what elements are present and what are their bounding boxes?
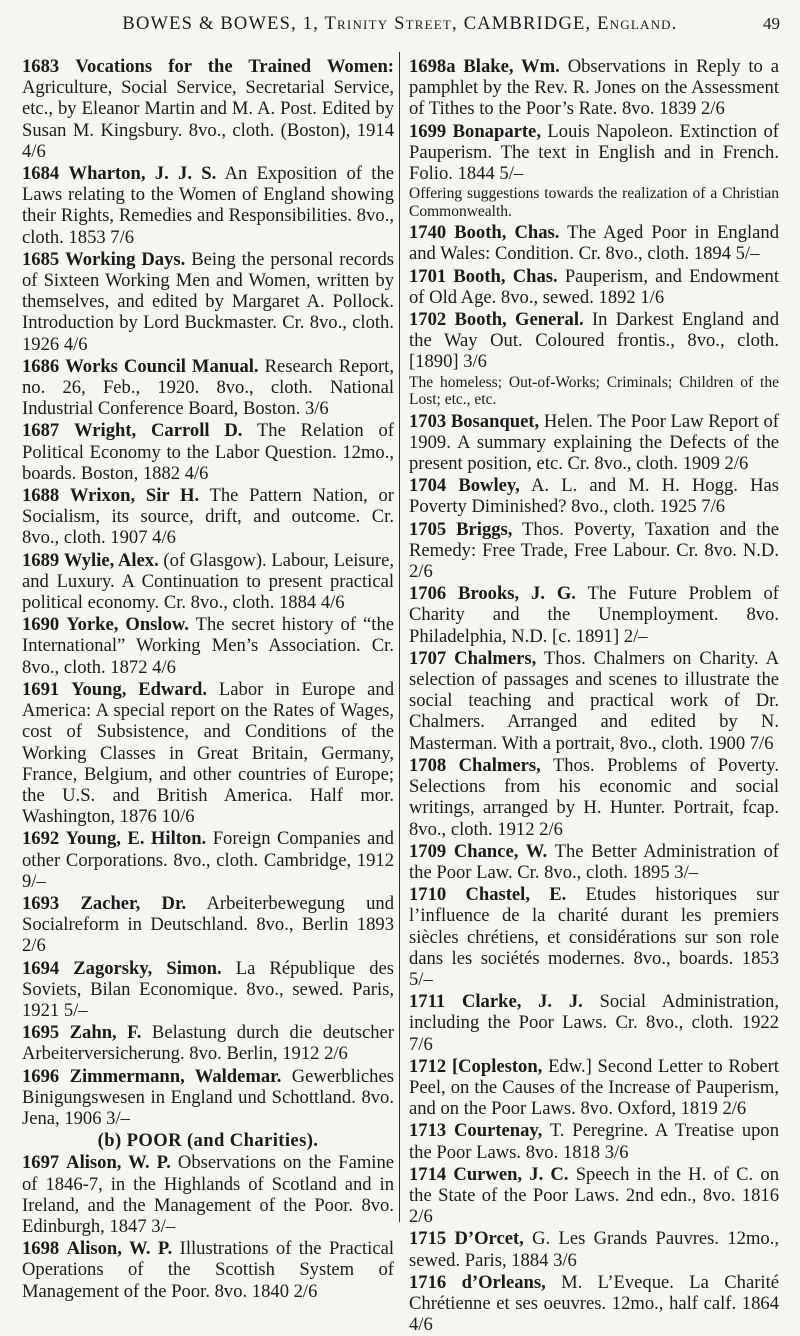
entry-number: 1699 [409,120,447,142]
catalogue-entry [409,1164,779,1228]
entry-description: Thos. Chalmers on Charity. A selection of passages and scenes to illustrate the social teaching and practical work of Dr. Chalmers. Arranged and edited by N. Masterman. With a portrait, 8vo., cloth. 1900 7/6 [409,647,779,754]
entry-number: 1711 [409,991,446,1013]
catalogue-entry [409,583,779,647]
catalogue-entry [409,1272,779,1336]
entry-author: Chastel, E. [465,884,567,906]
entry-note: Offering suggestions towards the realization of a Christian Commonwealth. [409,185,779,220]
entry-description: La République des Soviets, Bilan Economique. 8vo., sewed. Paris, 1921 5/– [22,957,394,1021]
entry-description: Being the personal records of Sixteen Working Men and Women, written by themselves, and edited by Margaret A. Pollock. Introduction by Lord Buckmaster. Cr. 8vo., cloth. 1926 4/6 [22,248,394,355]
catalogue-entry [409,648,779,754]
entry-author: Curwen, J. C. [453,1163,569,1185]
entry-number: 1683 [22,56,60,77]
catalogue-entry [22,485,394,549]
entry-author: Zagorsky, Simon. [73,957,222,979]
entry-description: Etudes historiques sur l’influence de la charité durant les premiers siècles chrétiens, et considérations sur son role dans les sociétés modernes. 8vo., boards. 1853 5/– [409,884,779,990]
entry-number: 1698a [409,56,456,77]
entry-description: The Aged Poor in England and Wales: Condition. Cr. 8vo., cloth. 1894 5/– [409,222,779,265]
catalogue-entry [22,1238,394,1302]
entry-description: T. Peregrine. A Treatise upon the Poor Laws. 8vo. 1818 3/6 [409,1120,780,1163]
catalogue-entry [22,679,394,827]
entry-number: 1706 [409,583,447,605]
entry-number: 1688 [22,485,60,507]
entry-description: An Exposition of the Laws relating to the Women of England showing their Rights, Remedies and Responsibilities. 8vo., cloth. 1853 7/6 [22,163,395,248]
entry-author: Wylie, Alex. [63,549,159,571]
catalogue-entry [409,266,779,308]
catalogue-entry [409,1120,779,1162]
entry-note: The homeless; Out-of-Works; Criminals; Children of the Lost; etc., etc. [409,373,779,409]
catalogue-entry [409,841,779,883]
entry-number: 1687 [22,420,60,442]
entry-number: 1704 [409,475,447,497]
column-divider [399,52,400,1222]
entry-number: 1714 [409,1163,447,1185]
entry-author: [Copleston, [451,1055,543,1077]
entry-author: Chalmers, [458,754,541,776]
page-number: 49 [763,14,780,33]
entry-author: Booth, Chas. [453,265,558,287]
entry-number: 1689 [22,549,60,571]
catalogue-entry [409,411,779,475]
entry-author: Wright, Carroll D. [74,420,243,442]
catalogue-entry [409,991,779,1055]
catalogue-entry [22,163,394,248]
entry-description: Observations on the Famine of 1846-7, in the Highlands of Scotland and in Ireland, and the Management of the Poor. 8vo. Edinburgh, 1847 3/– [22,1152,395,1237]
entry-author: Bonaparte, [452,120,541,142]
entry-number: 1708 [409,754,447,776]
entry-number: 1686 [22,355,60,377]
entry-author: Works Council Manual. [65,355,259,377]
entry-description: (of Glasgow). Labour, Leisure, and Luxury. A Continuation to present practical political economy. Cr. 8vo., cloth. 1884 4/6 [22,549,394,614]
entry-author: Alison, W. P. [66,1152,171,1174]
catalogue-entry [22,893,394,957]
entry-description: Edw.] Second Letter to Robert Peel, on the Causes of the Increase of Pauperism, and on the Poor Laws. 8vo. Oxford, 1819 2/6 [409,1055,779,1120]
entry-description: The Future Problem of Charity and the Unemployment. 8vo. Philadelphia, N.D. [c. 1891] 2/– [409,583,779,647]
entry-author: Booth, General. [454,309,584,331]
entry-number: 1685 [22,248,60,270]
entry-description: Social Administration, including the Poor Laws. Cr. 8vo., cloth. 1922 7/6 [409,991,779,1055]
entry-number: 1693 [22,892,60,914]
entry-author: Zahn, F. [69,1022,142,1044]
entry-author: d’Orleans, [461,1271,546,1293]
entry-number: 1712 [409,1055,447,1077]
entry-description: The Better Administration of the Poor Law. Cr. 8vo., cloth. 1895 3/– [409,840,779,883]
entry-author: Brooks, J. G. [458,583,576,605]
entry-number: 1715 [409,1228,447,1250]
entry-description: Helen. The Poor Law Report of 1909. A summary explaining the Defects of the present position, etc. Cr. 8vo., cloth. 1909 2/6 [409,410,779,475]
entry-author: Blake, Wm. [463,56,560,77]
entry-author: Briggs, [456,518,513,540]
catalogue-entry [22,614,394,678]
entry-author: Booth, Chas. [454,222,560,244]
entry-author: Alison, W. P. [66,1238,173,1260]
entry-description: The secret history of “the International” Working Men’s Association. Cr. 8vo., cloth. 1872 4/6 [22,614,394,678]
entry-description: In Darkest England and the Way Out. Coloured frontis., 8vo., cloth. [1890] 3/6 [409,309,779,373]
catalogue-entry [409,309,779,373]
entry-number: 1691 [22,678,60,700]
catalogue-entry [409,1228,779,1270]
entry-description: Illustrations of the Practical Operations of the Scottish System of Management of the Poor. 8vo. 1840 2/6 [22,1238,394,1302]
catalogue-entry [22,828,394,892]
entry-description: The Relation of Political Economy to the Labor Question. 12mo., boards. Boston, 1882 4/6 [22,420,394,484]
entry-author: Wharton, J. J. S. [68,163,217,185]
left-column [22,56,394,1303]
catalogue-entry [22,249,394,355]
entry-description: A. L. and M. H. Hogg. Has Poverty Diminished? 8vo., cloth. 1925 7/6 [409,475,779,518]
entry-number: 1697 [22,1152,60,1174]
entry-description: Labor in Europe and America: A special report on the Rates of Wages, cost of Subsistence, and Conditions of the Working Classes in Great Britain, Germany, France, Belgium, and other countries of Europe; the U.S. and British America. Half mor. Washington, 1876 10/6 [22,678,394,828]
entry-number: 1709 [409,840,447,862]
entry-number: 1692 [22,828,60,850]
entry-author: Chalmers, [454,647,537,669]
entry-author: Young, E. Hilton. [65,828,207,850]
catalogue-entry [409,519,779,583]
entry-description: Foreign Companies and other Corporations. 8vo., cloth. Cambridge, 1912 9/– [22,828,394,892]
entry-number: 1701 [409,265,447,287]
entry-author: D’Orcet, [454,1228,524,1250]
entry-author: Vocations for the Trained Women: [75,56,394,77]
entry-number: 1702 [409,309,447,331]
entry-number: 1716 [409,1271,447,1293]
section-heading: (b) POOR (and Charities). [97,1130,319,1152]
entry-author: Clarke, J. J. [461,991,583,1013]
entry-description: Arbeiterbewegung und Socialreform in Deutschland. 8vo., Berlin 1893 2/6 [22,892,395,957]
catalogue-entry [409,755,779,840]
entry-number: 1713 [409,1120,447,1142]
entry-description: Louis Napoleon. Extinction of Pauperism. The text in English and in French. Folio. 1844 5/– [409,120,779,185]
entry-description: The Pattern Nation, or Socialism, its source, drift, and outcome. Cr. 8vo., cloth. 1907 4/6 [22,485,395,549]
catalogue-entry [409,1056,779,1120]
catalogue-entry [22,958,394,1022]
entry-author: Zimmermann, Waldemar. [69,1065,282,1087]
catalogue-entry [22,550,394,614]
entry-author: Zacher, Dr. [80,892,187,914]
catalogue-entry [22,1066,394,1130]
entry-description: Speech in the H. of C. on the State of the Poor Laws. 2nd edn., 8vo. 1816 2/6 [409,1163,779,1228]
catalogue-entry [22,1022,394,1064]
entry-description: Thos. Poverty, Taxation and the Remedy: Free Trade, Free Labour. Cr. 8vo. N.D. 2/6 [409,518,780,583]
entry-number: 1740 [409,222,447,244]
entry-author: Chance, W. [453,840,548,862]
right-column [409,56,779,1336]
catalogue-entry [409,56,779,120]
entry-number: 1710 [409,884,447,906]
catalogue-entry [22,1152,394,1237]
entry-description: Thos. Problems of Poverty. Selections from his economic and social writings, arranged by H. Hunter. Portrait, fcap. 8vo., cloth. 1912 2/6 [409,754,780,840]
catalogue-entry [22,420,394,484]
entry-description: Observations in Reply to a pamphlet by the Rev. R. Jones on the Assessment of Tithes to the Poor’s Rate. 8vo. 1839 2/6 [409,56,779,120]
header-title: BOWES & BOWES, 1, Trinity Street, CAMBRIDGE, England. [122,14,678,34]
catalogue-entry [409,475,779,517]
page-header [0,14,800,35]
entry-author: Bosanquet, [450,410,540,432]
entry-number: 1694 [22,957,60,979]
catalogue-entry [409,121,779,185]
entry-author: Working Days. [65,248,186,270]
entry-number: 1705 [409,518,447,540]
entry-author: Wrixon, Sir H. [69,485,200,507]
entry-number: 1698 [22,1238,60,1260]
entry-number: 1684 [22,163,60,185]
entry-author: Yorke, Onslow. [66,614,189,636]
entry-number: 1695 [22,1022,60,1044]
entry-author: Courtenay, [454,1120,543,1142]
entry-description: Research Report, no. 26, Feb., 1920. 8vo., cloth. National Industrial Conference Board, Boston. 3/6 [22,355,394,420]
catalogue-entry [409,222,779,264]
entry-author: Bowley, [458,475,520,497]
entry-number: 1707 [409,647,447,669]
entry-description: Pauperism, and Endowment of Old Age. 8vo., sewed. 1892 1/6 [409,265,779,308]
entry-description: G. Les Grands Pauvres. 12mo., sewed. Paris, 1884 3/6 [409,1228,779,1271]
entry-description: Gewerbliches Binigungswesen in England und Schottland. 8vo. Jena, 1906 3/– [22,1065,394,1129]
catalogue-entry [409,884,779,990]
entry-number: 1690 [22,614,60,636]
entry-description: Agriculture, Social Service, Secretarial Service, etc., by Eleanor Martin and M. A. Post. Edited by Susan M. Kingsbury. 8vo., cloth. (Boston), 1914 4/6 [22,77,394,162]
entry-number: 1696 [22,1065,60,1087]
entry-description: Belastung durch die deutscher Arbeiterversicherung. 8vo. Berlin, 1912 2/6 [22,1022,394,1065]
entry-author: Young, Edward. [71,678,207,700]
entry-number: 1703 [409,410,447,432]
catalogue-entry [22,56,394,162]
entry-description: M. L’Eveque. La Charité Chrétienne et ses oeuvres. 12mo., half calf. 1864 4/6 [409,1271,779,1336]
catalogue-entry [22,356,394,420]
